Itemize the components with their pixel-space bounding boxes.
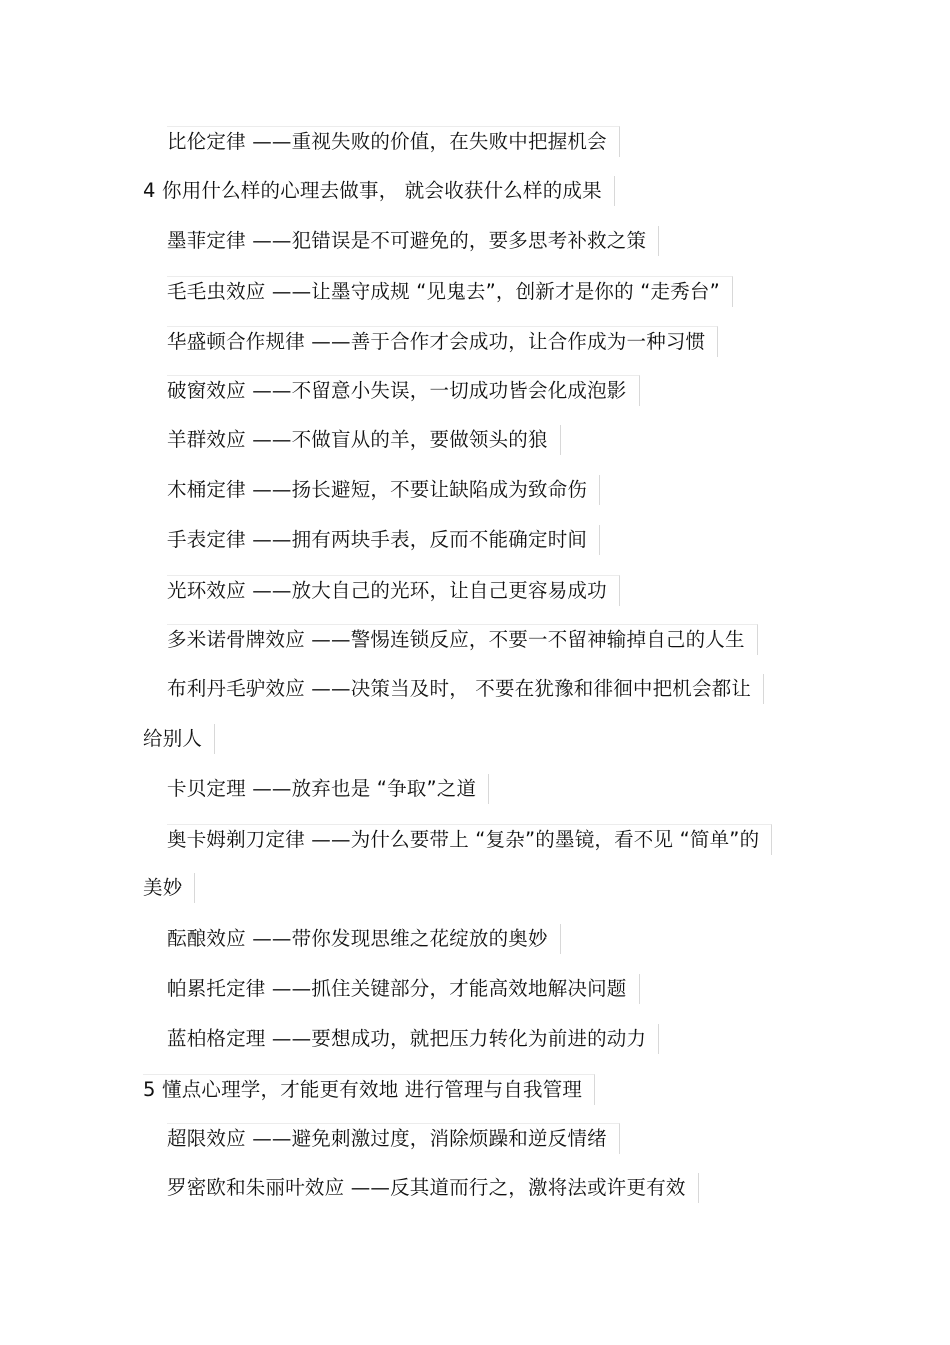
text-line-16 — [143, 873, 195, 903]
text-line-1 — [143, 126, 620, 156]
section-heading-4 — [143, 176, 615, 206]
text-line-17-content: 酝酿效应 ——带你发现思维之花绽放的奥妙 — [167, 924, 561, 954]
section-heading-5 — [143, 1074, 595, 1104]
text-line-5 — [143, 326, 718, 356]
text-line-4 — [143, 276, 733, 306]
text-line-11 — [143, 624, 758, 654]
text-line-9 — [143, 525, 600, 555]
text-line-3 — [143, 226, 659, 256]
text-line-22 — [143, 1173, 699, 1203]
text-line-16-content: 美妙 — [143, 873, 195, 903]
text-line-3-content: 墨菲定律 ——犯错误是不可避免的，要多思考补救之策 — [167, 226, 659, 256]
text-line-17 — [143, 924, 561, 954]
text-line-9-content: 手表定律 ——拥有两块手表，反而不能确定时间 — [167, 525, 600, 555]
text-line-8-content: 木桶定律 ——扬长避短，不要让缺陷成为致命伤 — [167, 475, 600, 505]
text-line-6 — [143, 375, 640, 405]
text-line-19 — [143, 1024, 659, 1054]
text-line-21-content: 超限效应 ——避免刺激过度，消除烦躁和逆反情绪 — [167, 1123, 620, 1154]
section-heading-4-content: 4 你用什么样的心理去做事， 就会收获什么样的成果 — [143, 176, 615, 206]
text-line-7 — [143, 425, 561, 455]
text-line-12-content: 布利丹毛驴效应 ——决策当及时， 不要在犹豫和徘徊中把机会都让 — [167, 674, 764, 704]
text-line-19-content: 蓝柏格定理 ——要想成功，就把压力转化为前进的动力 — [167, 1024, 659, 1054]
section-heading-5-content: 5 懂点心理学，才能更有效地 进行管理与自我管理 — [143, 1074, 595, 1105]
text-line-21 — [143, 1123, 620, 1153]
text-line-12 — [143, 674, 764, 704]
text-line-13 — [143, 724, 215, 754]
text-line-14 — [143, 774, 489, 804]
text-line-5-content: 华盛顿合作规律 ——善于合作才会成功，让合作成为一种习惯 — [167, 326, 718, 357]
text-line-15 — [143, 824, 772, 854]
text-line-11-content: 多米诺骨牌效应 ——警惕连锁反应，不要一不留神输掉自己的人生 — [167, 624, 758, 655]
text-line-6-content: 破窗效应 ——不留意小失误，一切成功皆会化成泡影 — [167, 375, 640, 406]
text-line-22-content: 罗密欧和朱丽叶效应 ——反其道而行之，激将法或许更有效 — [167, 1173, 699, 1203]
text-line-13-content: 给别人 — [143, 724, 215, 754]
text-line-1-content: 比伦定律 ——重视失败的价值，在失败中把握机会 — [167, 126, 620, 157]
text-line-18-content: 帕累托定律 ——抓住关键部分，才能高效地解决问题 — [167, 974, 640, 1004]
text-line-18 — [143, 974, 640, 1004]
text-line-10 — [143, 575, 620, 605]
text-line-15-content: 奥卡姆剃刀定律 ——为什么要带上 “复杂”的墨镜，看不见 “简单”的 — [167, 824, 772, 855]
text-line-10-content: 光环效应 ——放大自己的光环，让自己更容易成功 — [167, 575, 620, 606]
text-line-14-content: 卡贝定理 ——放弃也是 “争取”之道 — [167, 774, 489, 804]
text-line-8 — [143, 475, 600, 505]
text-line-7-content: 羊群效应 ——不做盲从的羊，要做领头的狼 — [167, 425, 561, 455]
text-line-4-content: 毛毛虫效应 ——让墨守成规 “见鬼去”，创新才是你的 “走秀台” — [167, 276, 733, 307]
